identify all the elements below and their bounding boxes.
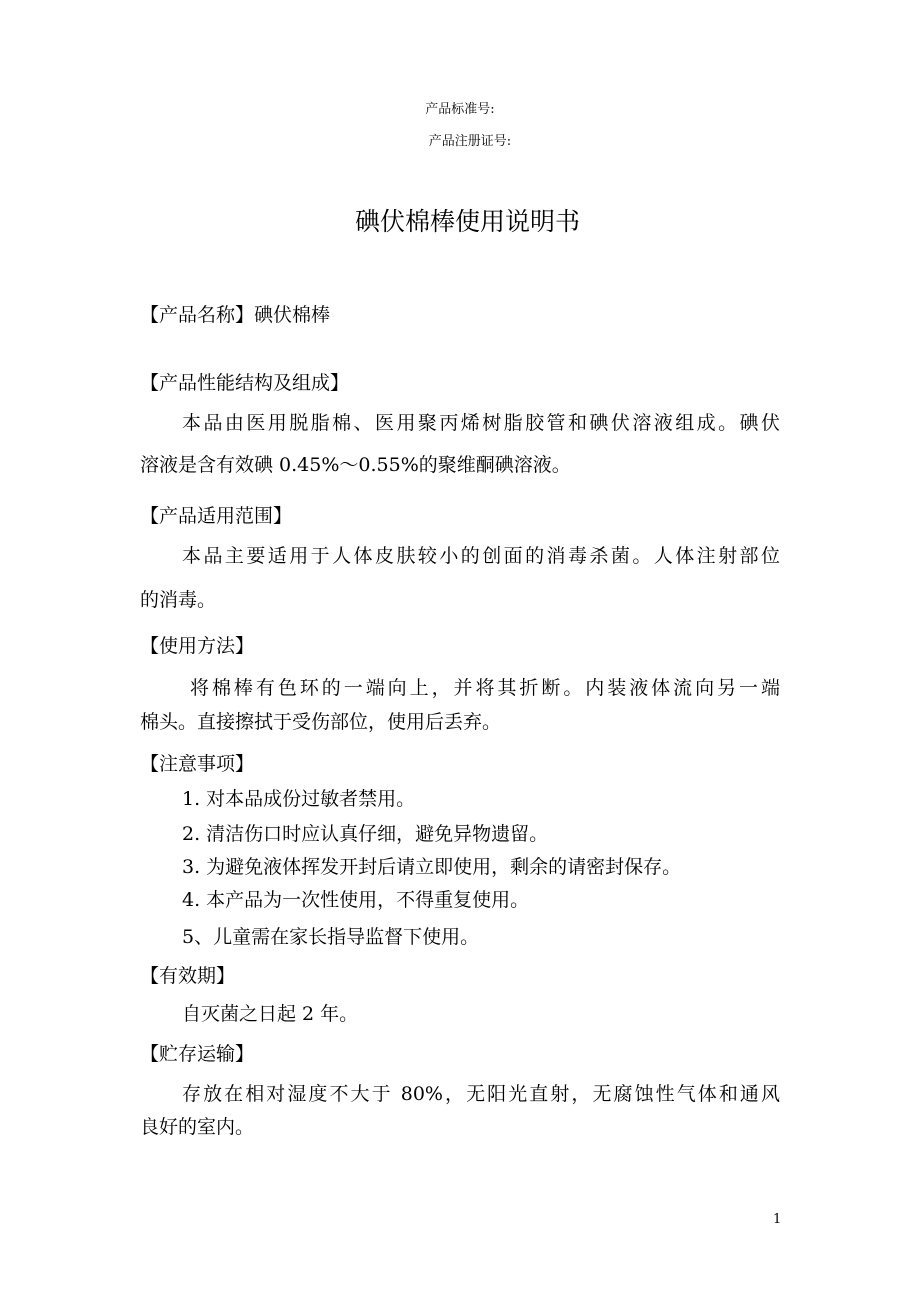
paragraph-line: 的消毒。 (140, 589, 217, 611)
paragraph-line: 将棉棒有色环的一端向上，并将其折断。内装液体流向另一端 (190, 677, 780, 699)
page-number: 1 (773, 1212, 782, 1227)
section-heading: 【注意事项】 (140, 753, 255, 775)
list-item: 1. 对本品成份过敏者禁用。 (182, 788, 416, 810)
document-title: 碘伏棉棒使用说明书 (354, 207, 580, 236)
section-heading: 【产品适用范围】 (140, 505, 293, 527)
section-heading: 【有效期】 (140, 965, 236, 987)
section-heading: 【产品名称】 (140, 304, 255, 326)
paragraph-line: 本品主要适用于人体皮肤较小的创面的消毒杀菌。人体注射部位 (182, 545, 780, 567)
product-name-value: 碘伏棉棒 (254, 304, 331, 326)
paragraph-line: 自灭菌之日起 2 年。 (182, 1003, 359, 1025)
list-item: 3. 为避免液体挥发开封后请立即使用，剩余的请密封保存。 (182, 856, 682, 878)
list-item: 4. 本产品为一次性使用，不得重复使用。 (182, 889, 530, 911)
section-heading: 【产品性能结构及组成】 (140, 372, 350, 394)
standard-number-label: 产品标准号: (425, 102, 495, 117)
list-item: 2. 清洁伤口时应认真仔细，避免异物遗留。 (182, 823, 549, 845)
paragraph-line: 存放在相对湿度不大于 80%，无阳光直射，无腐蚀性气体和通风 (182, 1083, 780, 1105)
list-item: 5、儿童需在家长指导监督下使用。 (182, 926, 480, 948)
paragraph-line: 棉头。直接擦拭于受伤部位，使用后丢弃。 (140, 711, 502, 733)
paragraph-line: 良好的室内。 (140, 1116, 255, 1138)
section-heading: 【贮存运输】 (140, 1043, 255, 1065)
product-name (140, 303, 330, 327)
paragraph-line: 本品由医用脱脂棉、医用聚丙烯树脂胶管和碘伏溶液组成。碘伏 (182, 412, 780, 434)
registration-number-label: 产品注册证号: (428, 134, 512, 149)
section-heading: 【使用方法】 (140, 635, 255, 657)
paragraph-line: 溶液是含有效碘 0.45%～0.55%的聚维酮碘溶液。 (140, 454, 571, 476)
